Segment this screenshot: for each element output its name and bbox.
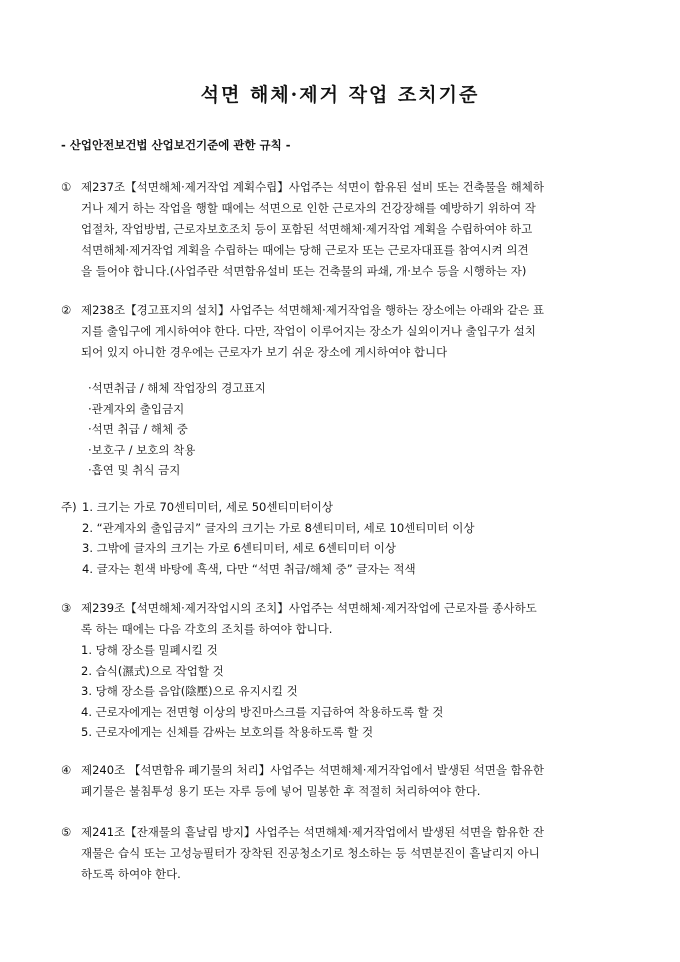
list-item: 3. 그밖에 글자의 크기는 가로 6센티미터, 세로 6센티미터 이상 bbox=[82, 541, 397, 555]
page-title: 석면 해체·제거 작업 조치기준 bbox=[200, 84, 480, 106]
article-line: 하도록 하여야 한다. bbox=[81, 867, 181, 881]
article-line: 을 들어야 합니다.(사업주란 석면함유설비 또는 건축물의 파쇄, 개·보수 등을 시행하는 자) bbox=[81, 264, 527, 278]
article-239 bbox=[61, 598, 626, 640]
article-line: 되어 있지 아니한 경우에는 근로자가 보기 쉬운 장소에 게시하여야 합니다 bbox=[81, 345, 448, 359]
article-238 bbox=[61, 300, 626, 363]
measures-list bbox=[81, 640, 443, 743]
list-item: ·석면취급 / 해체 작업장의 경고표지 bbox=[88, 381, 266, 395]
notes-label-wrap bbox=[61, 497, 77, 518]
notes-list bbox=[82, 497, 474, 579]
warning-sign-list bbox=[88, 378, 266, 481]
article-line: 제238조【경고표지의 설치】사업주는 석면해체·제거작업을 행하는 장소에는 아래와 같은 표 bbox=[81, 303, 545, 317]
article-line: 거나 제거 하는 작업을 행할 때에는 석면으로 인한 근로자의 건강장해를 예방하기 위하여 작 bbox=[81, 201, 536, 215]
article-line: 재물은 습식 또는 고성능필터가 장착된 진공청소기로 청소하는 등 석면분진이 흩날리지 아니 bbox=[81, 846, 540, 860]
article-marker: ⑤ bbox=[61, 825, 72, 839]
list-item: 1. 당해 장소를 밀폐시킬 것 bbox=[81, 643, 218, 657]
list-item: 4. 글자는 흰색 바탕에 흑색, 다만 “석면 취급/해체 중” 글자는 적색 bbox=[82, 561, 416, 576]
article-240 bbox=[61, 760, 626, 802]
list-item: 2. “관계자외 출입금지” 글자의 크기는 가로 8센티미터, 세로 10센티미터 이상 bbox=[82, 520, 475, 535]
article-line: 석면해체·제거작업 계획을 수립하는 때에는 당해 근로자 또는 근로자대표를 참여시켜 의견 bbox=[81, 243, 529, 257]
article-line: 제240조 【석면함유 폐기물의 처리】사업주는 석면해체·제거작업에서 발생된 석면을 함유한 bbox=[81, 763, 545, 777]
list-item: ·석면 취급 / 해체 중 bbox=[88, 422, 188, 436]
article-line: 지를 출입구에 게시하여야 한다. 다만, 작업이 이루어지는 장소가 실외이거나 출입구가 설치 bbox=[81, 324, 536, 338]
list-item: 4. 근로자에게는 전면형 이상의 방진마스크를 지급하여 착용하도록 할 것 bbox=[81, 704, 444, 719]
article-237 bbox=[61, 177, 626, 282]
article-line: 제237조【석면해체·제거작업 계획수립】사업주는 석면이 함유된 설비 또는 건축물을 해체하 bbox=[81, 180, 545, 194]
notes-label: 주) bbox=[61, 500, 77, 514]
list-item: 2. 습식(濕式)으로 작업할 것 bbox=[81, 663, 224, 678]
list-item: ·흡연 및 취식 금지 bbox=[88, 463, 181, 477]
article-line: 제239조【석면해체·제거작업시의 조치】사업주는 석면해체·제거작업에 근로자를 종사하도 bbox=[81, 601, 537, 615]
article-marker: ④ bbox=[61, 763, 72, 777]
article-marker: ③ bbox=[61, 601, 72, 615]
article-line: 업절차, 작업방법, 근로자보호조치 등이 포함된 석면해체·제거작업 계획을 수립하여야 하고 bbox=[81, 222, 533, 236]
list-item: 1. 크기는 가로 70센티미터, 세로 50센티미터이상 bbox=[82, 500, 334, 514]
list-item: 3. 당해 장소를 음압(陰壓)으로 유지시킬 것 bbox=[81, 684, 298, 698]
article-marker: ① bbox=[61, 180, 72, 194]
page-subtitle: - 산업안전보건법 산업보건기준에 관한 규칙 - bbox=[61, 138, 291, 152]
article-241 bbox=[61, 822, 626, 885]
list-item: 5. 근로자에게는 신체를 감싸는 보호의를 착용하도록 할 것 bbox=[81, 725, 374, 739]
article-marker: ② bbox=[61, 303, 72, 317]
article-line: 록 하는 때에는 다음 각호의 조치를 하여야 합니다. bbox=[81, 622, 333, 636]
article-line: 제241조【잔재물의 흩날림 방지】사업주는 석면해체·제거작업에서 발생된 석면을 함유한 잔 bbox=[81, 825, 545, 839]
list-item: ·보호구 / 보호의 착용 bbox=[88, 442, 196, 457]
list-item: ·관계자외 출입금지 bbox=[88, 401, 185, 416]
article-line: 폐기물은 불침투성 용기 또는 자루 등에 넣어 밀봉한 후 적절히 처리하여야 한다. bbox=[81, 784, 481, 798]
